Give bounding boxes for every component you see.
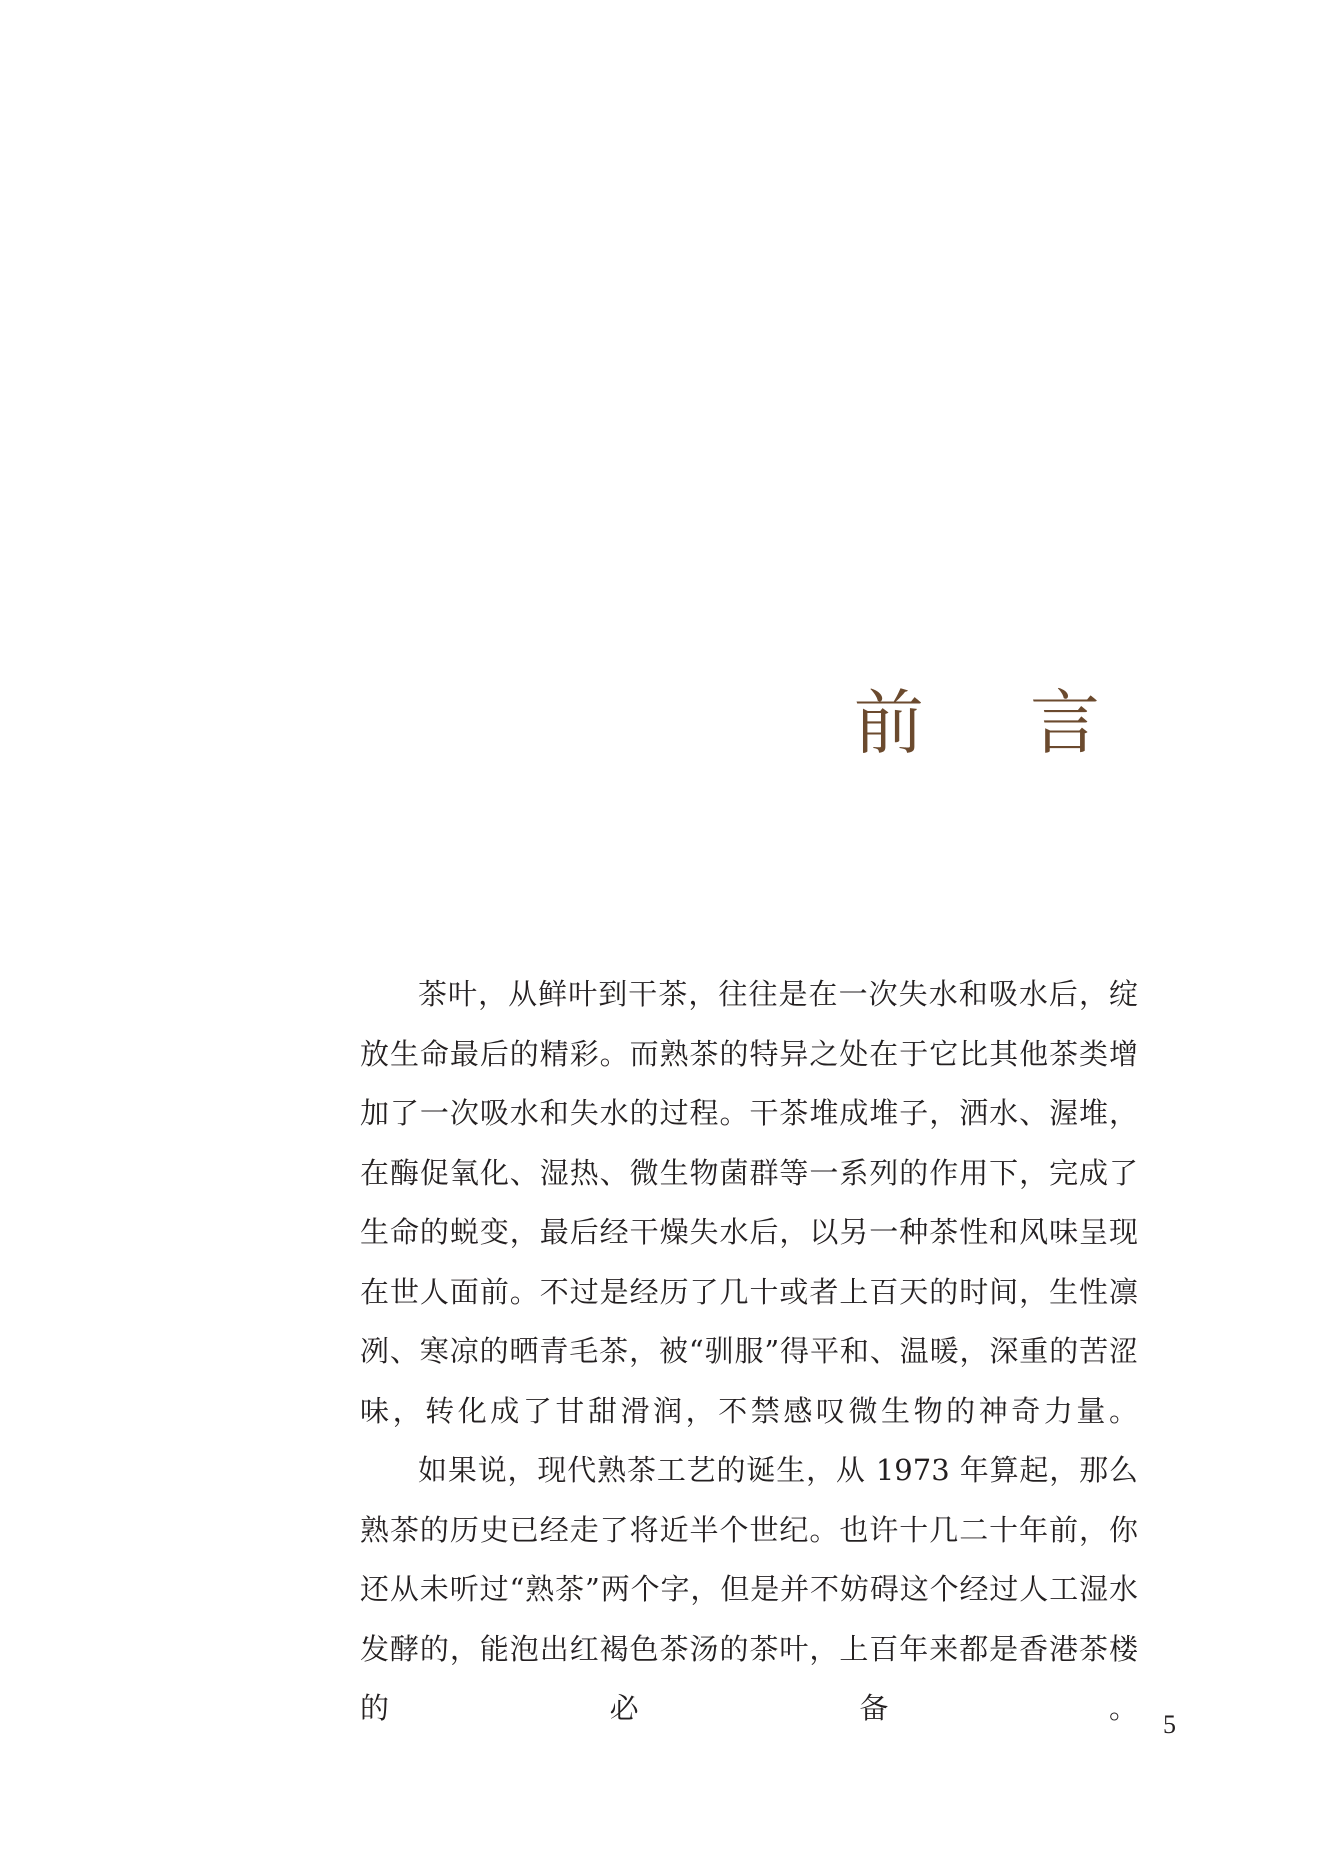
page-number: 5 — [1163, 1710, 1176, 1739]
preface-body — [360, 965, 1138, 1739]
paragraph: 如果说，现代熟茶工艺的诞生，从 1973 年算起，那么熟茶的历史已经走了将近半个世纪。也许十几二十年前，你还从未听过“熟茶”两个字，但是并不妨碍这个经过人工湿水发酵的，能泡出红褐色茶汤的茶叶，上百年来都是香港茶楼的必备。 — [360, 1453, 1138, 1725]
paragraph: 茶叶，从鲜叶到干茶，往往是在一次失水和吸水后，绽放生命最后的精彩。而熟茶的特异之处在于它比其他茶类增加了一次吸水和失水的过程。干茶堆成堆子，洒水、渥堆，在酶促氧化、湿热、微生物菌群等一系列的作用下，完成了生命的蜕变，最后经干燥失水后，以另一种茶性和风味呈现在世人面前。不过是经历了几十或者上百天的时间，生性凛冽、寒凉的晒青毛茶，被“驯服”得平和、温暖，深重的苦涩味，转化成了甘甜滑润，不禁感叹微生物的神奇力量。 — [360, 977, 1138, 1428]
chapter-title: 前 言 — [853, 682, 1142, 764]
